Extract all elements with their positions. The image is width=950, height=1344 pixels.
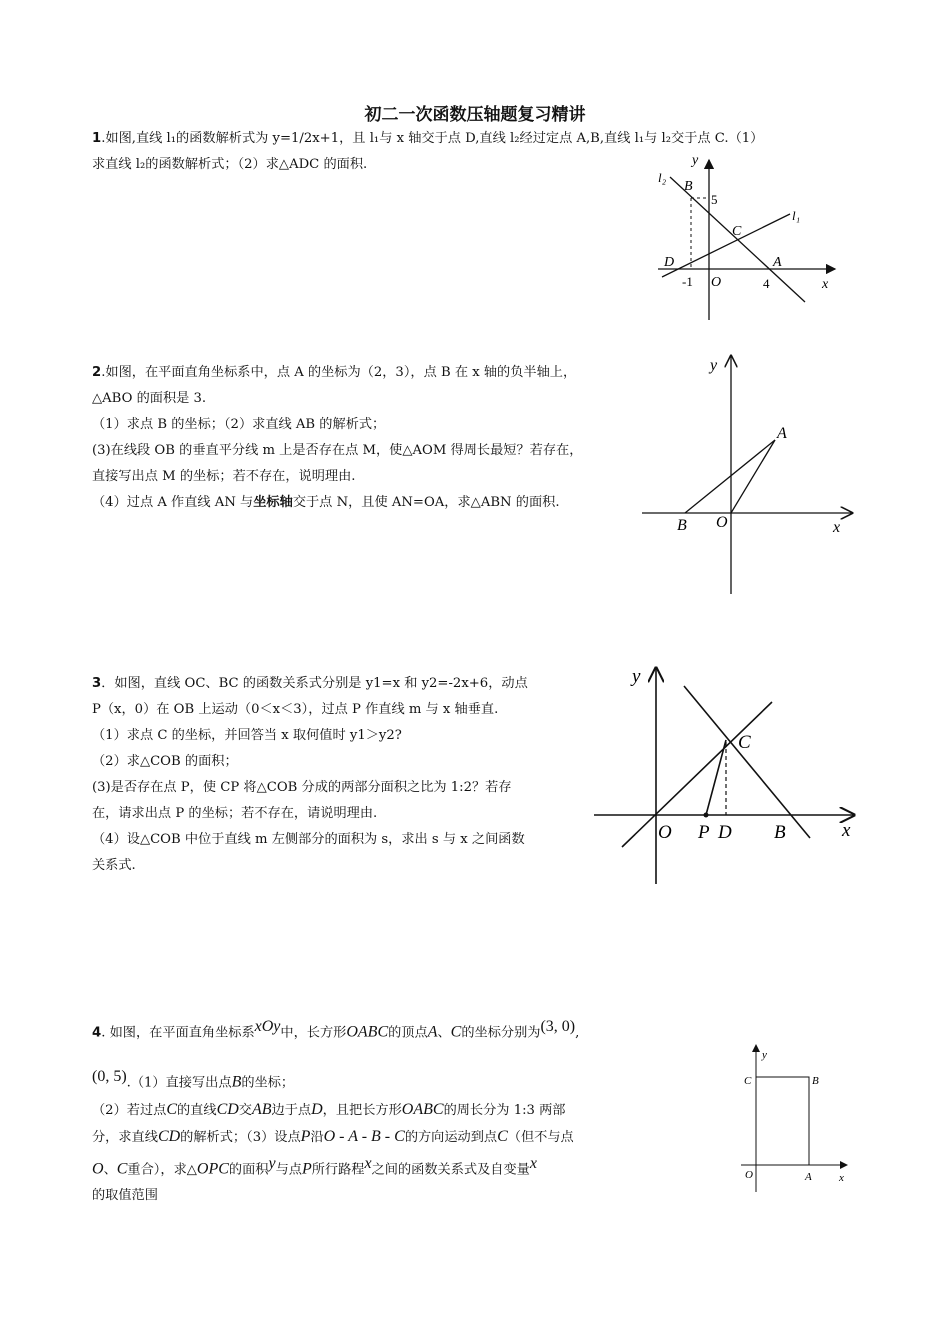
question-2-number: 2 bbox=[92, 365, 102, 380]
segment-BA bbox=[685, 440, 775, 513]
question-3-line-7: （4）设△COB 中位于直线 m 左侧部分的面积为 s，求出 s 与 x 之间函数 bbox=[92, 832, 525, 847]
question-4-line-1: 4. 如图，在平面直角坐标系$^{xOy}$中，长方形OABC的顶点A、C的坐标分别为$^{(3, 0)}$, bbox=[92, 1018, 580, 1041]
label-A: A bbox=[773, 255, 782, 270]
label-D: D bbox=[718, 822, 732, 843]
label-B: B bbox=[774, 822, 786, 843]
page-title: 初二一次函数压轴题复习精讲 bbox=[364, 105, 586, 125]
question-2-line-5: 直接写出点 M 的坐标；若不存在，说明理由. bbox=[92, 469, 356, 484]
label-O: O bbox=[711, 275, 722, 290]
question-3-line-3: （1）求点 C 的坐标，并回答当 x 取何值时 y1＞y2? bbox=[92, 728, 402, 743]
label-l1: l₁ bbox=[792, 208, 801, 223]
question-3-line-1: 3．如图，直线 OC、BC 的函数关系式分别是 y1=x 和 y2=-2x+6，动点 bbox=[92, 676, 528, 691]
question-4-line-4: 分，求直线CD的解析式；（3）设点P沿O - A - B - C的方向运动到点C（但不与点 bbox=[92, 1127, 574, 1145]
label-C: C bbox=[744, 1075, 752, 1087]
line-OC bbox=[622, 702, 772, 847]
label-P: P bbox=[698, 822, 710, 843]
question-1-line-1: 1.如图,直线 l₁的函数解析式为 y=1/2x+1，且 l₁与 x 轴交于点 D,直线 l₂经过定点 A,B,直线 l₁与 l₂交于点 C.（1） bbox=[92, 131, 764, 146]
label-B: B bbox=[677, 517, 687, 534]
figure-3 bbox=[592, 662, 862, 888]
label-O: O bbox=[745, 1169, 753, 1181]
label-B: B bbox=[812, 1075, 819, 1087]
label-y: y bbox=[692, 153, 699, 168]
question-1-number: 1 bbox=[92, 131, 102, 146]
label-5: 5 bbox=[711, 192, 718, 207]
label-4: 4 bbox=[763, 276, 770, 291]
question-3-line-8: 关系式. bbox=[92, 858, 136, 873]
question-2-line-1: 2.如图，在平面直角坐标系中，点 A 的坐标为（2，3），点 B 在 x 轴的负半轴上， bbox=[92, 365, 577, 380]
rectangle-OABC bbox=[756, 1077, 809, 1165]
label-x: x bbox=[842, 820, 851, 841]
segment-OA bbox=[731, 440, 775, 513]
label-x: x bbox=[833, 519, 841, 536]
question-2-line-6: （4）过点 A 作直线 AN 与坐标轴交于点 N，且使 AN=OA，求△ABN 的面积. bbox=[92, 495, 560, 510]
figure-1 bbox=[640, 152, 840, 327]
label-y: y bbox=[710, 357, 718, 374]
figure-2 bbox=[640, 352, 865, 597]
label-C: C bbox=[732, 224, 742, 239]
label-neg1: -1 bbox=[682, 274, 693, 289]
keyword-coordinate-axis: 坐标轴 bbox=[253, 495, 293, 510]
question-1-line-2: 求直线 l₂的函数解析式；（2）求△ADC 的面积. bbox=[92, 157, 368, 172]
label-y: y bbox=[632, 666, 641, 687]
question-3-line-4: （2）求△COB 的面积； bbox=[92, 754, 238, 769]
question-2-line-2: △ABO 的面积是 3. bbox=[92, 391, 207, 406]
question-4-line-5: O、C重合），求△OPC的面积$^y$与点P所行路程$^x$之间的函数关系式及自变量$^x$ bbox=[92, 1154, 537, 1178]
label-C: C bbox=[738, 732, 751, 753]
question-2-line-3: （1）求点 B 的坐标；（2）求直线 AB 的解析式； bbox=[92, 417, 386, 432]
question-4 bbox=[92, 1012, 712, 1209]
segment-PC bbox=[706, 740, 726, 815]
question-4-line-6: 的取值范围 bbox=[92, 1188, 158, 1204]
question-4-line-2: $^{(0, 5)}$.（1）直接写出点B的坐标； bbox=[92, 1068, 295, 1091]
question-3-line-5: (3)是否存在点 P，使 CP 将△COB 分成的两部分面积之比为 1:2？若存 bbox=[92, 780, 512, 795]
label-B: B bbox=[684, 179, 693, 194]
question-3-line-2: P（x，0）在 OB 上运动（0＜x＜3），过点 P 作直线 m 与 x 轴垂直. bbox=[92, 702, 499, 717]
question-3 bbox=[92, 671, 592, 879]
label-O: O bbox=[716, 514, 728, 531]
line-l1 bbox=[662, 214, 790, 277]
question-2 bbox=[92, 360, 637, 516]
label-y: y bbox=[762, 1049, 767, 1061]
question-3-line-6: 在，请求出点 P 的坐标；若不存在，请说明理由. bbox=[92, 806, 378, 821]
question-4-number: 4 bbox=[92, 1025, 102, 1041]
question-3-number: 3 bbox=[92, 676, 102, 691]
question-2-line-4: (3)在线段 OB 的垂直平分线 m 上是否存在点 M，使△AOM 得周长最短？若存在， bbox=[92, 443, 583, 458]
label-O: O bbox=[658, 822, 672, 843]
label-l2: l₂ bbox=[658, 170, 667, 185]
label-x: x bbox=[822, 277, 829, 292]
question-4-line-3: （2）若过点C的直线CD交AB边于点D，且把长方形OABC的周长分为 1:3 两部 bbox=[92, 1100, 566, 1118]
point-P bbox=[704, 813, 709, 818]
label-A: A bbox=[805, 1171, 812, 1183]
label-A: A bbox=[777, 425, 787, 442]
label-x: x bbox=[839, 1172, 844, 1184]
label-D: D bbox=[664, 255, 675, 270]
figure-4 bbox=[735, 1040, 855, 1195]
